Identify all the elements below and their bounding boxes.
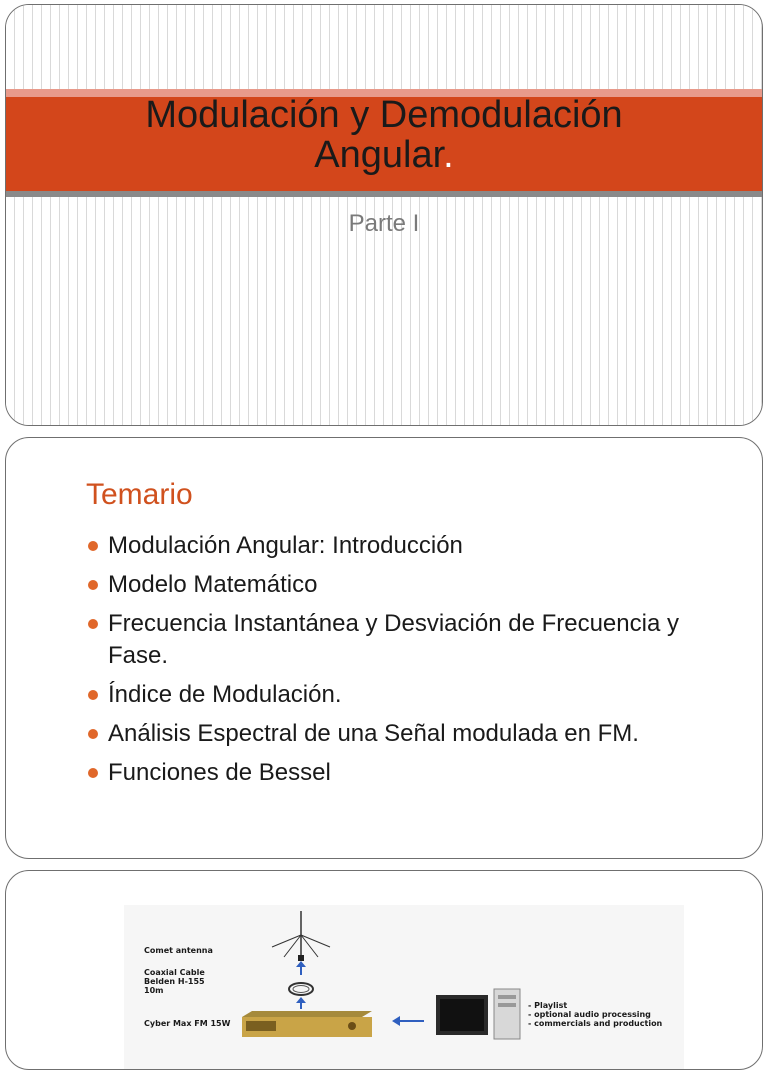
bullet-icon xyxy=(88,541,98,551)
antenna-label: Comet antenna xyxy=(144,946,213,955)
bullet-icon xyxy=(88,768,98,778)
agenda-item-text: Funciones de Bessel xyxy=(108,759,331,786)
bullet-icon xyxy=(88,690,98,700)
agenda-slide xyxy=(5,437,763,859)
diagram-graphics xyxy=(124,905,684,1070)
agenda-item xyxy=(86,608,706,672)
computer-icon xyxy=(436,989,520,1039)
fm-station-diagram xyxy=(124,905,684,1070)
computer-note-3: - commercials and production xyxy=(528,1019,663,1028)
cable-label-line3: 10m xyxy=(144,986,164,995)
cable-label-line1: Coaxial Cable xyxy=(144,968,205,977)
agenda-item-text: Análisis Espectral de una Señal modulada en FM. xyxy=(108,720,639,747)
agenda-item-text: Frecuencia Instantánea y Desviación de Frecuencia y Fase. xyxy=(108,610,679,669)
agenda-item-text: Modulación Angular: Introducción xyxy=(108,532,463,559)
title-slide xyxy=(5,4,763,426)
diagram-slide xyxy=(5,870,763,1070)
diagram-backdrop xyxy=(124,905,684,1070)
transmitter-icon xyxy=(242,1011,372,1037)
computer-note-1: - Playlist xyxy=(528,1001,568,1010)
title-band-bottom-stripe xyxy=(6,191,762,197)
agenda-item xyxy=(86,679,706,711)
agenda-item xyxy=(86,757,706,789)
agenda-item xyxy=(86,718,706,750)
slide-title-line1: Modulación y Demodulación xyxy=(145,94,623,136)
cable-label-line2: Belden H-155 xyxy=(144,977,205,986)
computer-note-2: - optional audio processing xyxy=(528,1010,651,1019)
slide-title xyxy=(6,95,762,175)
slide-subtitle: Parte I xyxy=(348,210,420,237)
slide-title-line2-text: Angular xyxy=(314,134,444,176)
agenda-item-text: Modelo Matemático xyxy=(108,571,318,598)
agenda-list xyxy=(86,530,706,796)
slide-title-dot: . xyxy=(443,134,454,176)
agenda-heading: Temario xyxy=(86,478,193,511)
bullet-icon xyxy=(88,729,98,739)
bullet-icon xyxy=(88,619,98,629)
agenda-item-text: Índice de Modulación. xyxy=(108,681,342,708)
bullet-icon xyxy=(88,580,98,590)
slide-title-line2 xyxy=(6,135,762,175)
agenda-item xyxy=(86,530,706,562)
agenda-item xyxy=(86,569,706,601)
transmitter-label: Cyber Max FM 15W xyxy=(144,1019,231,1028)
